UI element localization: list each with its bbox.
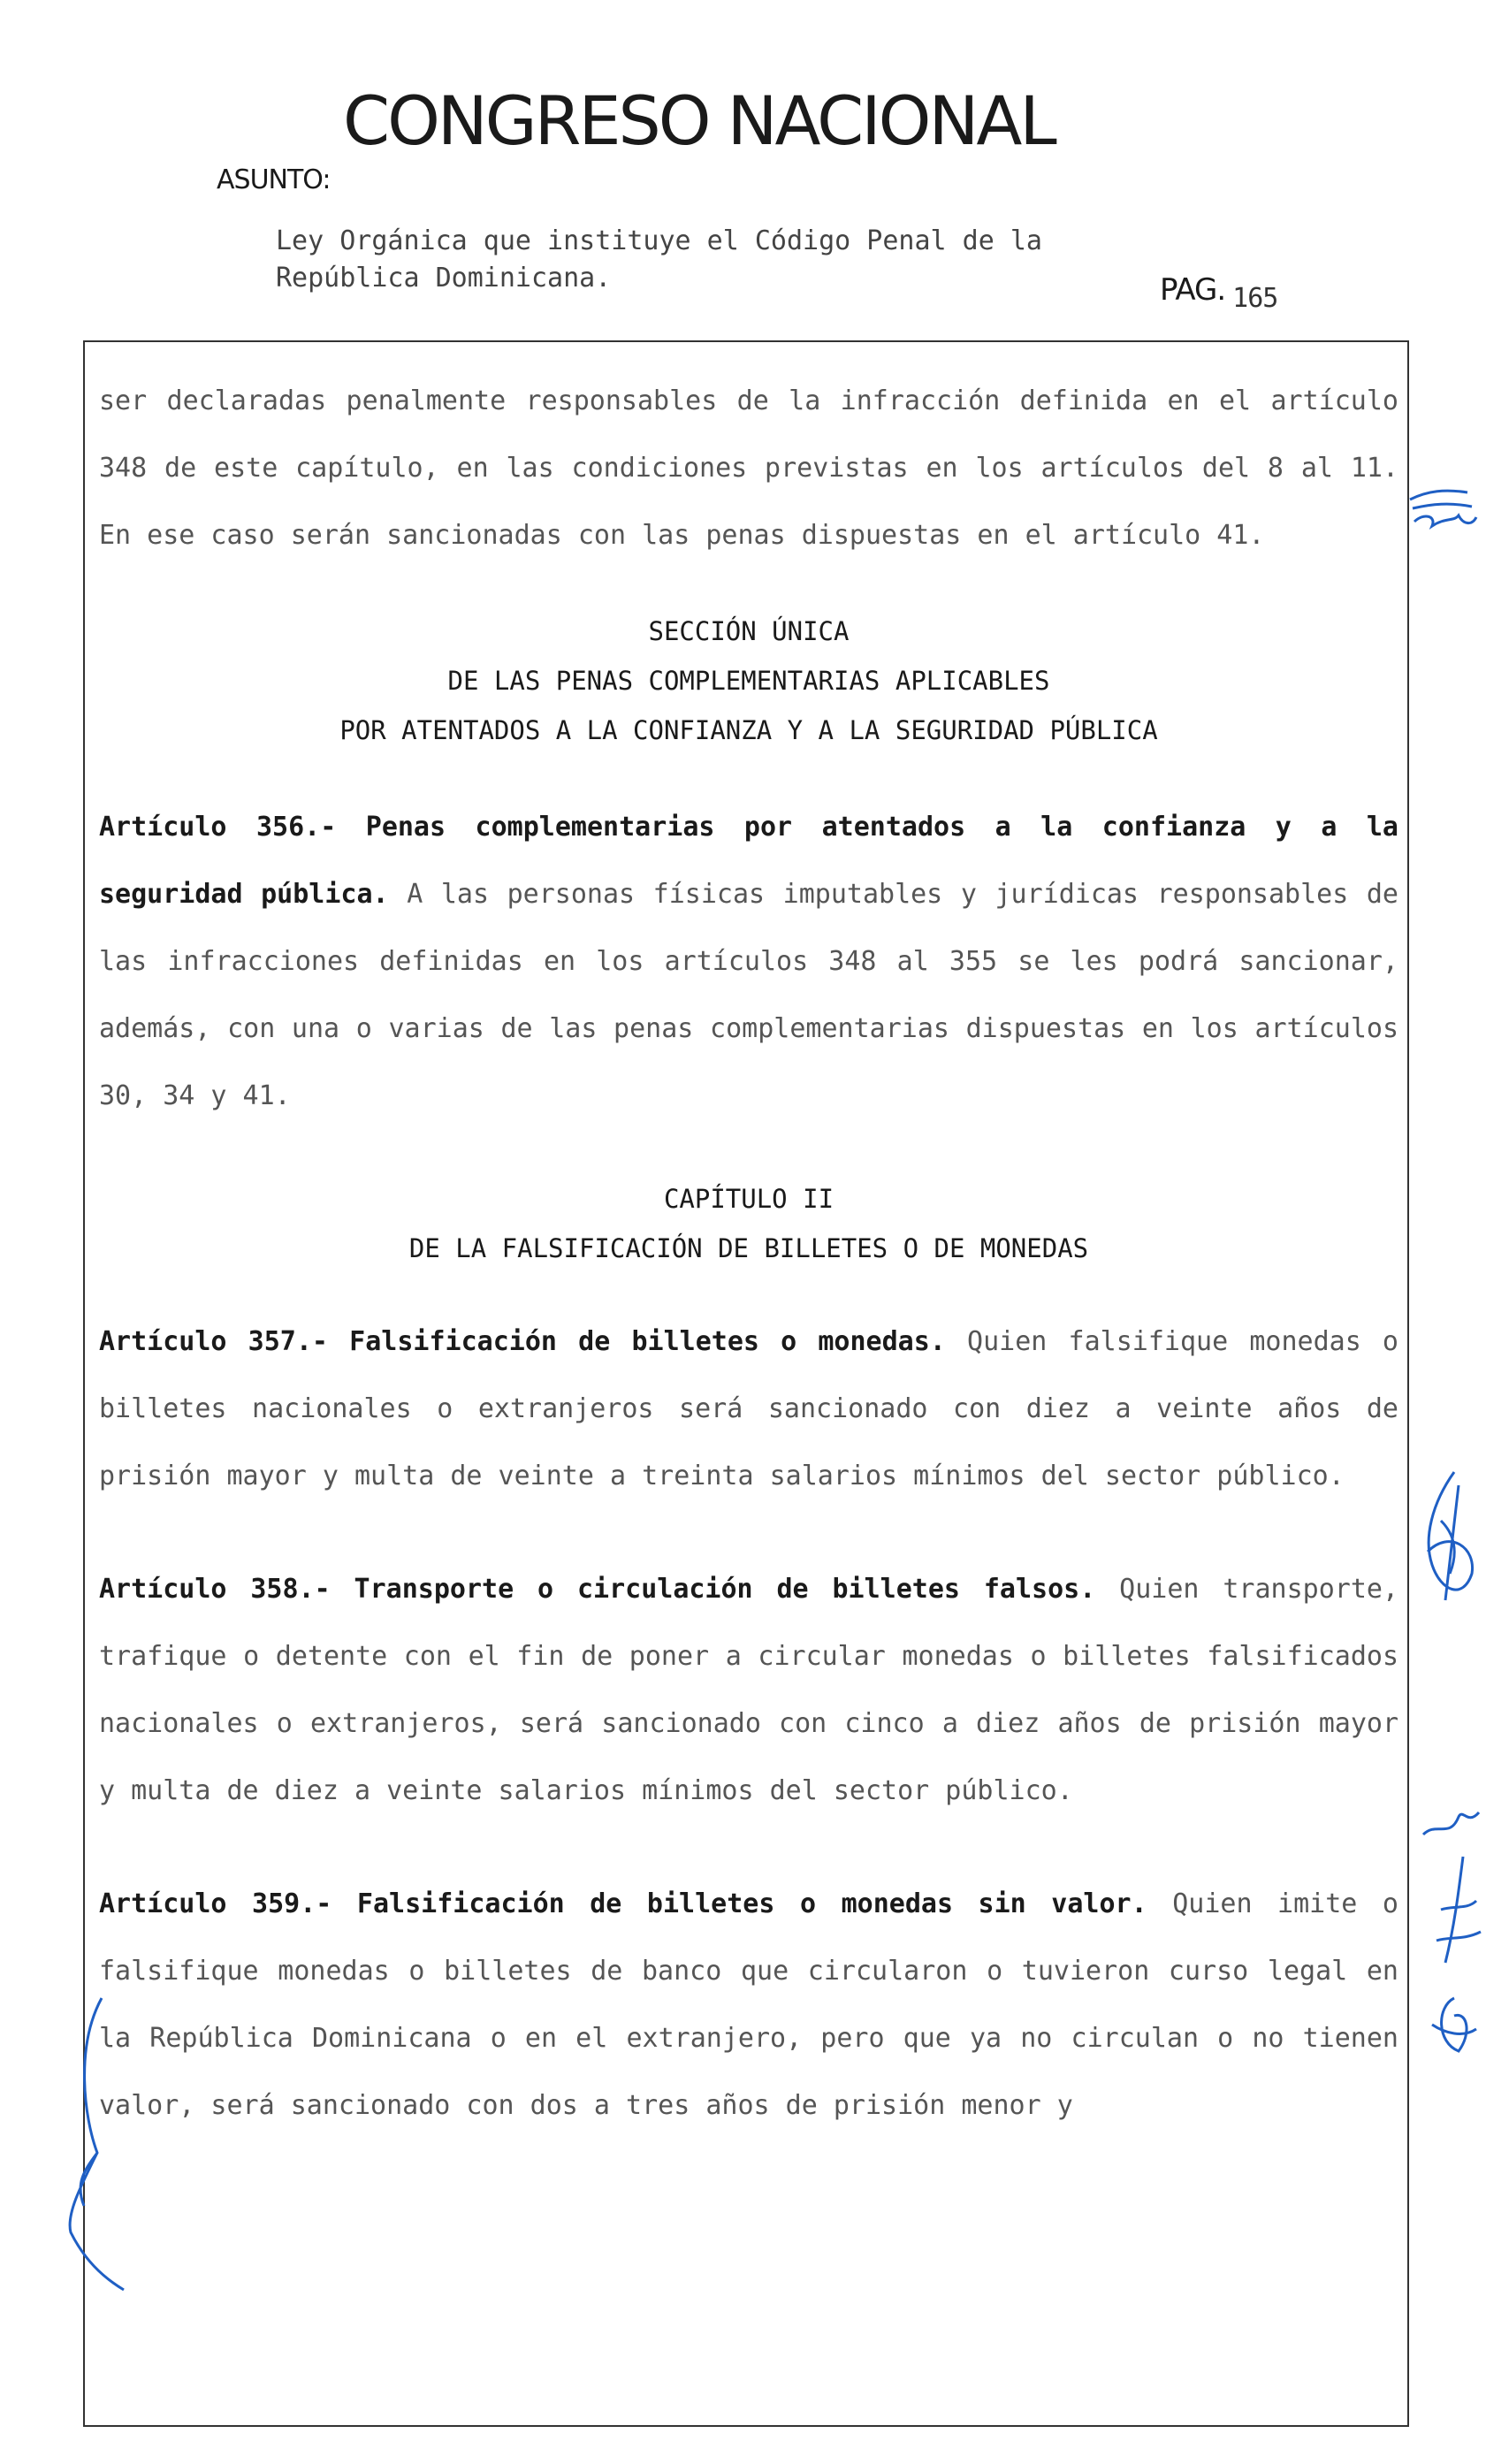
article-356-text: A las personas físicas imputables y jurídicas responsables de las infracciones definidas en los artículos 348 al 355 se les podrá sancionar, además, con una o varias de las penas complementarias dispuestas en los artículos 30, 34 y 41. (99, 879, 1398, 1111)
intro-paragraph: ser declaradas penalmente responsables de la infracción definida en el artículo 348 de este capítulo, en las condiciones previstas en los artículos del 8 al 11. En ese caso serán sancionadas con las penas dispuestas en el artículo 41. (99, 385, 1398, 551)
article-357 (99, 1308, 1398, 1510)
page-number: 165 (1232, 283, 1278, 314)
handwritten-bracket (49, 1994, 128, 2294)
chapter-heading-line-2: DE LA FALSIFICACIÓN DE BILLETES O DE MONEDAS (408, 1233, 1089, 1263)
article-359 (99, 1871, 1398, 2140)
article-356-title: Artículo 356.- Penas complementarias por atentados a la confianza y a la seguridad pública. (99, 812, 1398, 910)
section-heading-line-2: DE LAS PENAS COMPLEMENTARIAS APLICABLES (447, 666, 1050, 696)
handwritten-initial-1 (1406, 473, 1481, 553)
article-358 (99, 1556, 1398, 1825)
asunto-label: ASUNTO: (217, 164, 331, 195)
subject-line-1: Ley Orgánica que instituye el Código Penal de la (276, 225, 1042, 256)
page-label: PAG. (1160, 272, 1226, 308)
article-359-text: Quien imite o falsifique monedas o billetes de banco que circularon o tuvieron curso legal en la República Dominicana o en el extranjero, pero que ya no circulan o no tienen valor, será sancionado con dos a tres años de prisión menor y (99, 1888, 1398, 2121)
article-356 (99, 794, 1398, 1130)
subject-line-2: República Dominicana. (276, 263, 612, 294)
article-359-title: Artículo 359.- Falsificación de billetes o monedas sin valor. (99, 1888, 1147, 1919)
article-358-title: Artículo 358.- Transporte o circulación de billetes falsos. (99, 1574, 1096, 1605)
article-357-text: Quien falsifique monedas o billetes nacionales o extranjeros será sancionado con diez a veinte años de prisión mayor y multa de veinte a treinta salarios mínimos del sector público. (99, 1326, 1398, 1491)
handwritten-initial-3 (1419, 1786, 1485, 2069)
subject-text (276, 223, 1248, 297)
page-number-block (1160, 272, 1278, 314)
document-body (99, 368, 1398, 2140)
article-358-text: Quien transporte, trafique o detente con el fin de poner a circular monedas o billetes falsificados nacionales o extranjeros, será sancionado con cinco a diez años de prisión mayor y multa de diez a veinte salarios mínimos del sector público. (99, 1574, 1398, 1806)
handwritten-initial-2 (1414, 1468, 1481, 1618)
section-heading-line-1: SECCIÓN ÚNICA (648, 616, 850, 646)
chapter-heading-line-1: CAPÍTULO II (663, 1184, 834, 1214)
section-heading-line-3: POR ATENTADOS A LA CONFIANZA Y A LA SEGURIDAD PÚBLICA (339, 715, 1158, 745)
article-357-title: Artículo 357.- Falsificación de billetes o monedas. (99, 1326, 946, 1357)
letterhead-title: CONGRESO NACIONAL (343, 81, 1055, 160)
